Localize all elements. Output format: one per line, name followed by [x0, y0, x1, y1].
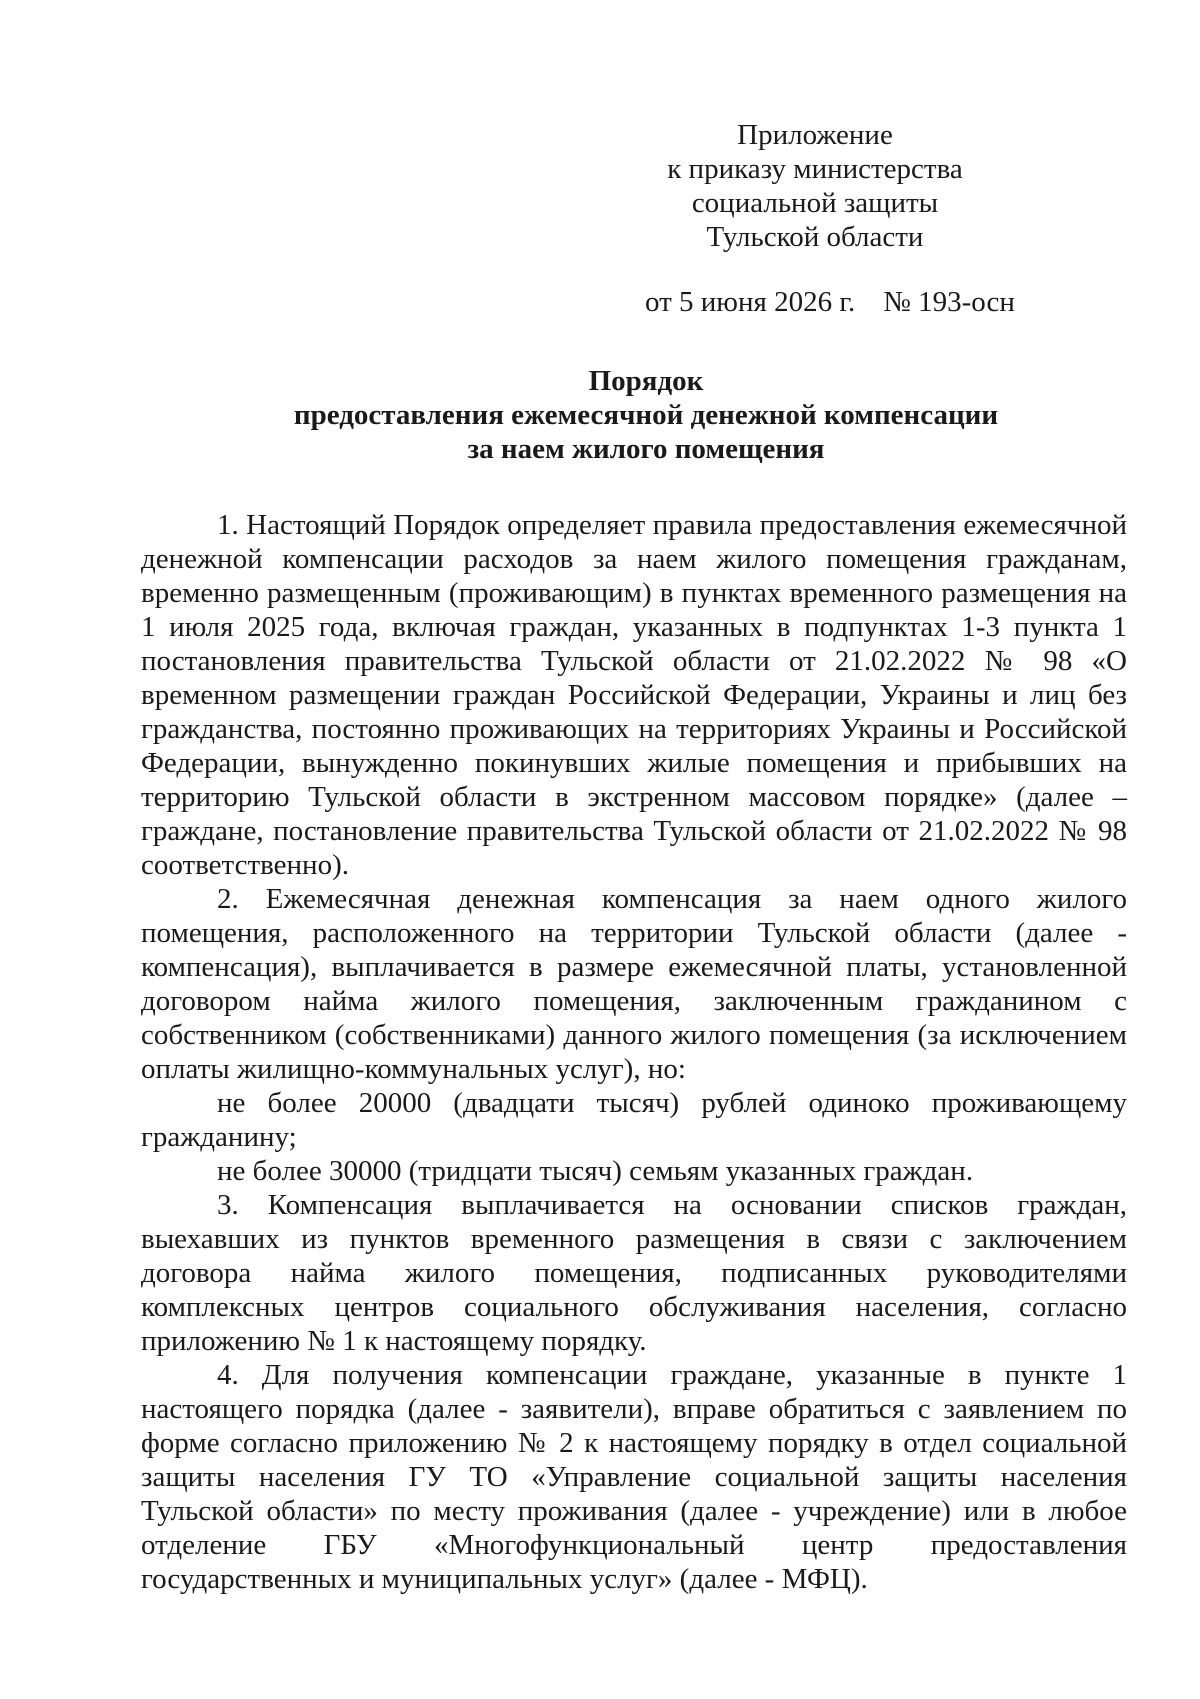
paragraph-3: 3. Компенсация выплачивается на основании списков граждан, выехавших из пунктов временного размещения в связи с заключением договора найма жилого помещения, подписанных руководителями комплексных центров социального обслуживания населения, согласно приложению № 1 к настоящему порядку. [141, 1189, 1127, 1357]
paragraph-2-limit-single: не более 20000 (двадцати тысяч) рублей одиноко проживающему гражданину; [141, 1087, 1127, 1153]
appendix-line: к приказу министерства [667, 153, 963, 185]
order-reference [645, 285, 1015, 319]
paragraph-2-limit-family: не более 30000 (тридцати тысяч) семьям указанных граждан. [217, 1155, 974, 1187]
paragraph-1: 1. Настоящий Порядок определяет правила предоставления ежемесячной денежной компенсации расходов за наем жилого помещения гражданам, временно размещенным (проживающим) в пунктах временного размещения на 1 июля 2025 года, включая граждан, указанных в подпунктах 1-3 пункта 1 постановления правительства Тульской области от 21.02.2022 № 98 «О временном размещении граждан Российской Федерации, Украины и лиц без гражданства, постоянно проживающих на территориях Украины и Российской Федерации, вынужденно покинувших жилые помещения и прибывших на территорию Тульской области в экстренном массовом порядке» (далее – граждане, постановление правительства Тульской области от 21.02.2022 № 98 соответственно). [141, 509, 1127, 881]
paragraph-4: 4. Для получения компенсации граждане, указанные в пункте 1 настоящего порядка (далее - заявители), вправе обратиться с заявлением по форме согласно приложению № 2 к настоящему порядку в отдел социальной защиты населения ГУ ТО «Управление социальной защиты населения Тульской области» по месту проживания (далее - учреждение) или в любое отделение ГБУ «Многофункциональный центр предоставления государственных и муниципальных услуг» (далее - МФЦ). [141, 1359, 1127, 1595]
document-title [141, 364, 1151, 466]
title-line: за наем жилого помещения [467, 433, 825, 465]
appendix-line: социальной защиты [691, 187, 939, 219]
title-line: Порядок [588, 365, 704, 397]
appendix-header [600, 118, 1030, 254]
appendix-line: Тульской области [706, 221, 924, 253]
order-number: № 193-осн [883, 286, 1015, 318]
paragraph-2: 2. Ежемесячная денежная компенсация за наем одного жилого помещения, расположенного на территории Тульской области (далее - компенсация), выплачивается в размере ежемесячной платы, установленной договором найма жилого помещения, заключенным гражданином с собственником (собственниками) данного жилого помещения (за исключением оплаты жилищно-коммунальных услуг), но: [141, 883, 1127, 1085]
order-date: от 5 июня 2026 г. [645, 286, 856, 318]
document-body [141, 508, 1127, 1596]
title-line: предоставления ежемесячной денежной компенсации [293, 399, 999, 431]
appendix-line: Приложение [737, 119, 893, 151]
